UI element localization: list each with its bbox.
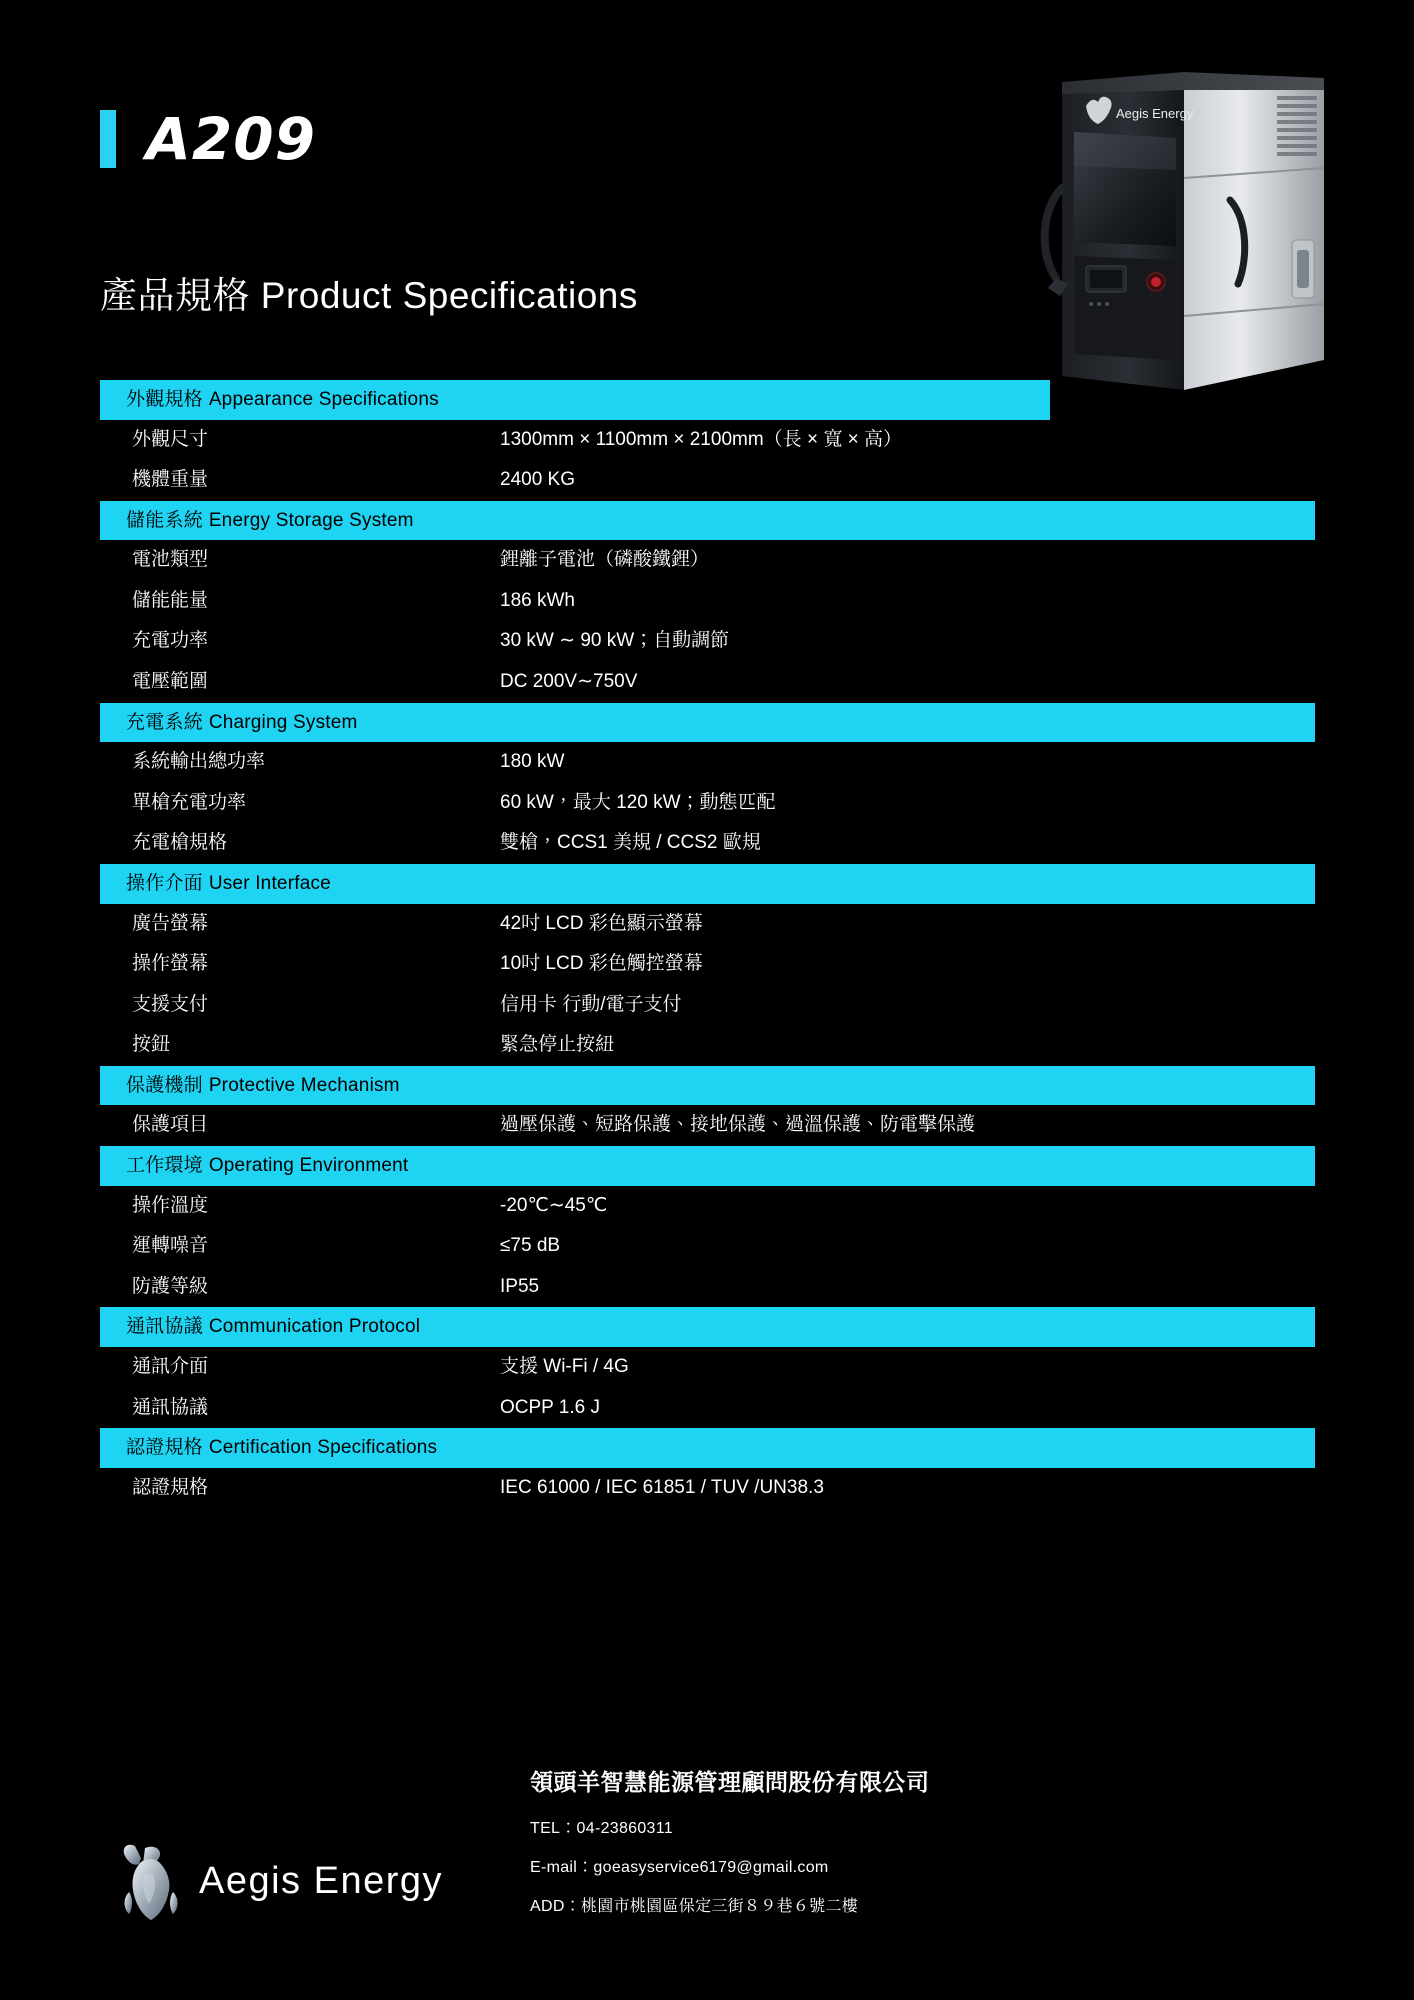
spec-label: 充電功率 bbox=[132, 630, 209, 652]
spec-group-title-en: User Interface bbox=[208, 872, 331, 894]
spec-label: 操作螢幕 bbox=[132, 953, 209, 975]
spec-value: -20℃∼45℃ bbox=[500, 1194, 608, 1216]
spec-value: 180 kW bbox=[500, 751, 565, 773]
spec-group-title-en: Certification Specifications bbox=[208, 1437, 438, 1459]
section-title bbox=[100, 265, 638, 319]
company-tel: TEL：04-23860311 bbox=[530, 1820, 673, 1837]
spec-group-title-en: Communication Protocol bbox=[208, 1316, 421, 1338]
spec-row bbox=[100, 662, 1315, 703]
spec-value: 10吋 LCD 彩色觸控螢幕 bbox=[500, 953, 703, 975]
spec-group-header bbox=[100, 501, 1315, 541]
spec-group-title-zh: 通訊協議 bbox=[126, 1316, 203, 1338]
spec-value: 雙槍，CCS1 美規 / CCS2 歐規 bbox=[500, 832, 761, 854]
spec-label: 機體重量 bbox=[132, 469, 209, 491]
spec-label: 充電槍規格 bbox=[132, 832, 228, 854]
spec-group-title-zh: 充電系統 bbox=[126, 711, 203, 733]
spec-group-title-zh: 工作環境 bbox=[126, 1155, 203, 1177]
spec-label: 通訊介面 bbox=[132, 1355, 209, 1377]
spec-group-header bbox=[100, 1146, 1315, 1186]
section-title-zh: 產品規格 bbox=[100, 275, 250, 316]
spec-label: 電壓範圍 bbox=[132, 671, 209, 693]
spec-row bbox=[100, 1226, 1315, 1267]
spec-label: 保護項目 bbox=[132, 1114, 209, 1136]
accent-bar bbox=[100, 110, 116, 168]
spec-value: IEC 61000 / IEC 61851 / TUV /UN38.3 bbox=[500, 1476, 824, 1498]
spec-row bbox=[100, 581, 1315, 622]
svg-text:Aegis Energy: Aegis Energy bbox=[1116, 106, 1194, 121]
spec-label: 按鈕 bbox=[132, 1034, 171, 1056]
company-address: ADD：桃園市桃園區保定三街８９巷６號二樓 bbox=[530, 1898, 859, 1915]
spec-row bbox=[100, 1347, 1315, 1388]
spec-label: 廣告螢幕 bbox=[132, 912, 209, 934]
spec-row bbox=[100, 540, 1315, 581]
spec-group-title-en: Charging System bbox=[208, 711, 358, 733]
spec-value: 186 kWh bbox=[500, 589, 575, 611]
company-email: E-mail：goeasyservice6179@gmail.com bbox=[530, 1859, 829, 1876]
spec-label: 運轉噪音 bbox=[132, 1235, 209, 1257]
spec-row bbox=[100, 1388, 1315, 1429]
spec-row bbox=[100, 904, 1315, 945]
spec-group-title-zh: 保護機制 bbox=[126, 1074, 203, 1096]
spec-value: OCPP 1.6 J bbox=[500, 1396, 600, 1418]
spec-label: 儲能能量 bbox=[132, 589, 209, 611]
company-name: 領頭羊智慧能源管理顧問股份有限公司 bbox=[530, 1769, 930, 1795]
spec-group-title-en: Operating Environment bbox=[208, 1155, 409, 1177]
spec-value: 信用卡 行動/電子支付 bbox=[500, 993, 682, 1015]
spec-row bbox=[100, 742, 1315, 783]
spec-group-header bbox=[100, 380, 1050, 420]
spec-row bbox=[100, 1267, 1315, 1308]
spec-label: 單槍充電功率 bbox=[132, 791, 247, 813]
company-logo bbox=[115, 1838, 443, 1924]
spec-row bbox=[100, 985, 1315, 1026]
spec-row bbox=[100, 1186, 1315, 1227]
spec-value: 2400 KG bbox=[500, 469, 575, 491]
spec-group-title-zh: 認證規格 bbox=[126, 1437, 203, 1459]
spec-group-title-zh: 儲能系統 bbox=[126, 509, 203, 531]
spec-row bbox=[100, 823, 1315, 864]
spec-group-header bbox=[100, 1066, 1315, 1106]
specification-table bbox=[100, 380, 1315, 1508]
spec-row bbox=[100, 783, 1315, 824]
page-footer bbox=[0, 1762, 1414, 1952]
spec-value: IP55 bbox=[500, 1275, 540, 1297]
page-title: A209 bbox=[146, 105, 316, 173]
spec-value: 30 kW ∼ 90 kW；自動調節 bbox=[500, 630, 730, 652]
spec-group-header bbox=[100, 1428, 1315, 1468]
spec-label: 通訊協議 bbox=[132, 1396, 209, 1418]
spec-group-title-en: Protective Mechanism bbox=[208, 1074, 400, 1096]
spec-group-title-en: Energy Storage System bbox=[208, 509, 414, 531]
spec-row bbox=[100, 1105, 1315, 1146]
spec-group-header bbox=[100, 703, 1315, 743]
spec-group-header bbox=[100, 864, 1315, 904]
spec-row bbox=[100, 420, 1315, 461]
spec-group-title-zh: 外觀規格 bbox=[126, 389, 203, 410]
page-header bbox=[100, 105, 316, 173]
spec-value: 支援 Wi-Fi / 4G bbox=[500, 1355, 629, 1377]
spec-group-title-en: Appearance Specifications bbox=[208, 389, 439, 410]
spec-row bbox=[100, 944, 1315, 985]
product-image bbox=[1034, 60, 1354, 420]
spec-label: 操作溫度 bbox=[132, 1194, 209, 1216]
spec-label: 防護等級 bbox=[132, 1275, 209, 1297]
spec-value: 過壓保護、短路保護、接地保護、過溫保護、防電擊保護 bbox=[500, 1114, 976, 1136]
spec-group-title-zh: 操作介面 bbox=[126, 872, 203, 894]
spec-value: ≤75 dB bbox=[500, 1235, 561, 1257]
spec-row bbox=[100, 1025, 1315, 1066]
spec-value: 60 kW，最大 120 kW；動態匹配 bbox=[500, 791, 776, 813]
spec-label: 認證規格 bbox=[132, 1476, 209, 1498]
goat-logo-icon bbox=[115, 1838, 187, 1924]
spec-value: 鋰離子電池（磷酸鐵鋰） bbox=[500, 549, 710, 571]
spec-row bbox=[100, 460, 1315, 501]
spec-row bbox=[100, 621, 1315, 662]
spec-label: 系統輸出總功率 bbox=[132, 751, 266, 773]
spec-label: 支援支付 bbox=[132, 993, 209, 1015]
spec-group-header bbox=[100, 1307, 1315, 1347]
spec-value: 42吋 LCD 彩色顯示螢幕 bbox=[500, 912, 703, 934]
spec-label: 外觀尺寸 bbox=[132, 428, 209, 450]
spec-value: 1300mm × 1100mm × 2100mm（長 × 寬 × 高） bbox=[500, 428, 902, 450]
spec-label: 電池類型 bbox=[132, 549, 209, 571]
spec-value: 緊急停止按紐 bbox=[500, 1034, 615, 1056]
section-title-en: Product Specifications bbox=[260, 275, 638, 316]
spec-value: DC 200V∼750V bbox=[500, 671, 638, 693]
logo-wordmark: Aegis Energy bbox=[199, 1859, 444, 1902]
company-contact-block bbox=[530, 1764, 1230, 1932]
spec-row bbox=[100, 1468, 1315, 1509]
